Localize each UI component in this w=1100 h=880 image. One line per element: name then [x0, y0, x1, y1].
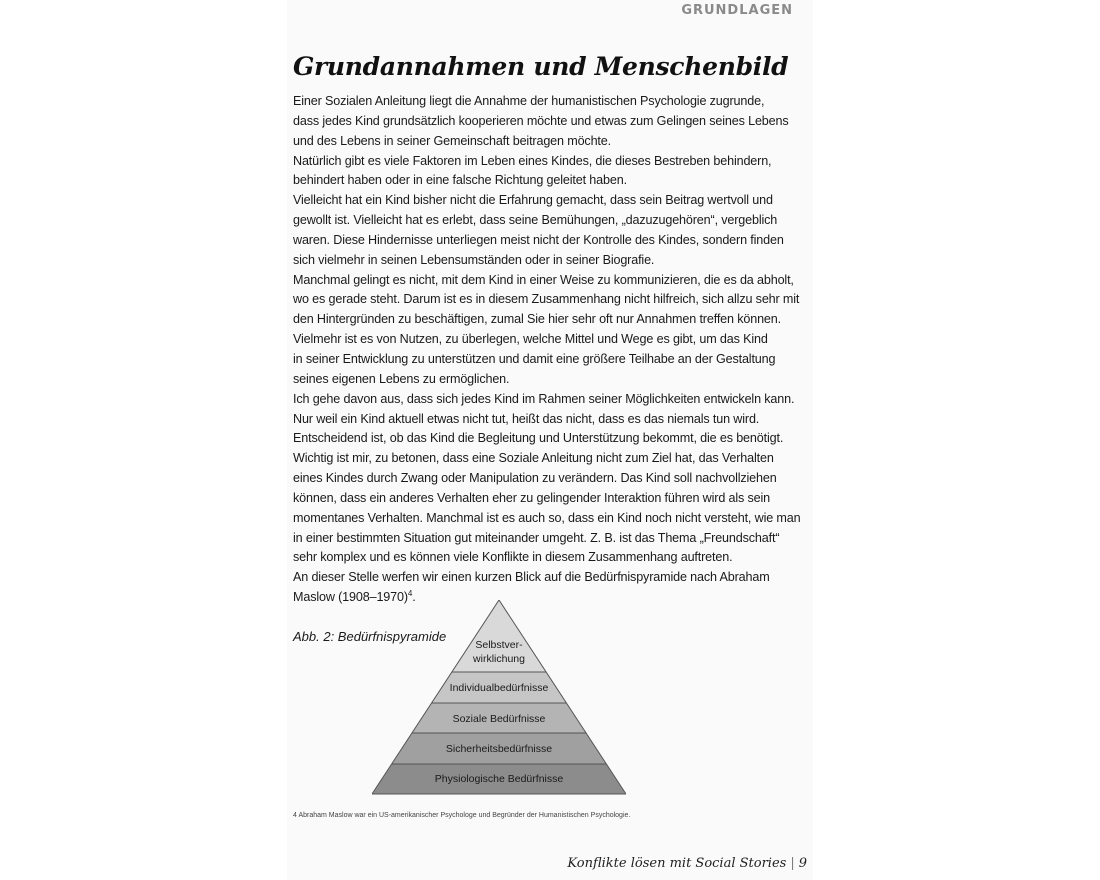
body-line: gewollt ist. Vielleicht hat es erlebt, dass seine Bemühungen, „dazuzugehören“, vergeblich — [293, 213, 778, 228]
body-line: Manchmal gelingt es nicht, mit dem Kind in einer Weise zu kommunizieren, die es da abholt, — [293, 272, 794, 287]
body-line: momentanes Verhalten. Manchmal ist es auch so, dass ein Kind noch nicht versteht, wie man — [293, 510, 801, 525]
pyramid-label-individual: Individualbedürfnisse — [449, 682, 549, 694]
pyramid-label-social: Soziale Bedürfnisse — [452, 713, 546, 725]
body-line: Vielleicht hat ein Kind bisher nicht die Erfahrung gemacht, dass sein Beitrag wertvoll und — [293, 193, 773, 208]
body-line: eines Kindes durch Zwang oder Manipulation zu verändern. Das Kind soll nachvollziehen — [293, 471, 777, 486]
body-line: behindert haben oder in eine falsche Richtung geleitet haben. — [293, 173, 627, 188]
body-line: Wichtig ist mir, zu betonen, dass eine Soziale Anleitung nicht zum Ziel hat, das Verhalten — [293, 451, 774, 466]
body-text — [293, 92, 801, 608]
body-line: in einer bestimmten Situation gut miteinander umgeht. Z. B. ist das Thema „Freundschaft“ — [293, 530, 780, 545]
body-line: in seiner Entwicklung zu unterstützen und damit eine größere Teilhabe an der Gestaltung — [293, 351, 776, 366]
body-line: Ich gehe davon aus, dass sich jedes Kind im Rahmen seiner Möglichkeiten entwickeln kann. — [293, 391, 795, 406]
figure-caption: Abb. 2: Bedürfnispyramide — [293, 629, 447, 644]
body-line: sich vielmehr in seinen Lebensumständen oder in seiner Biografie. — [293, 252, 655, 267]
body-line-last: Maslow (1908–1970)$^4$. — [293, 588, 416, 605]
pyramid-label-self-actualization-2: wirklichung — [473, 653, 525, 665]
pyramid-label-physiological: Physiologische Bedürfnisse — [434, 773, 564, 785]
section-title: Grundannahmen und Menschenbild — [293, 52, 789, 81]
footer-separator: | — [790, 856, 795, 871]
pyramid-label-safety: Sicherheitsbedürfnisse — [445, 743, 553, 755]
body-line: dass jedes Kind grundsätzlich kooperieren möchte und etwas zum Gelingen seines Lebens — [293, 113, 789, 128]
body-line: Vielmehr ist es von Nutzen, zu überlegen, welche Mittel und Wege es gibt, um das Kind — [293, 332, 768, 347]
footnote-text: 4 Abraham Maslow war ein US-amerikanischer Psychologe und Begründer der Humanistischen Psychologie. — [293, 812, 631, 819]
body-line: seines eigenen Lebens zu ermöglichen. — [293, 371, 510, 386]
running-header: GRUNDLAGEN — [681, 3, 793, 18]
body-line: wo es gerade steht. Darum ist es in diesem Zusammenhang nicht hilfreich, sich allzu sehr mit — [293, 292, 800, 307]
body-line-text: Maslow (1908–1970) — [293, 590, 408, 605]
body-line: Entscheidend ist, ob das Kind die Begleitung und Unterstützung bekommt, die es benötigt. — [293, 431, 784, 446]
body-line: den Hintergründen zu beschäftigen, zumal Sie hier sehr oft nur Annahmen treffen können. — [293, 312, 781, 327]
body-line: und des Lebens in seiner Gemeinschaft beitragen möchte. — [293, 133, 611, 148]
page-footer — [567, 856, 807, 871]
body-line: waren. Diese Hindernisse unterliegen meist nicht der Kontrolle des Kindes, sondern finden — [293, 232, 784, 247]
body-line: sehr komplex und es können viele Konflikte in diesem Zusammenhang auftreten. — [293, 550, 733, 565]
footer-book-title: Konflikte lösen mit Social Stories — [567, 856, 787, 871]
body-line: Nur weil ein Kind aktuell etwas nicht tut, heißt das nicht, dass es das niemals tun wird. — [293, 411, 760, 426]
body-line: Natürlich gibt es viele Faktoren im Leben eines Kindes, die dieses Bestreben behindern, — [293, 153, 772, 168]
footnote-reference[interactable]: 4 — [407, 588, 413, 598]
body-line: Einer Sozialen Anleitung liegt die Annahme der humanistischen Psychologie zugrunde, — [293, 94, 765, 108]
pyramid-label-self-actualization-1: Selbstver- — [475, 639, 523, 651]
body-line: An dieser Stelle werfen wir einen kurzen Blick auf die Bedürfnispyramide nach Abraham — [293, 570, 770, 585]
body-line: können, dass ein anderes Verhalten eher zu gelingender Interaktion führen wird als sein — [293, 490, 771, 505]
page-number: 9 — [798, 856, 807, 871]
needs-pyramid-figure — [372, 600, 626, 796]
